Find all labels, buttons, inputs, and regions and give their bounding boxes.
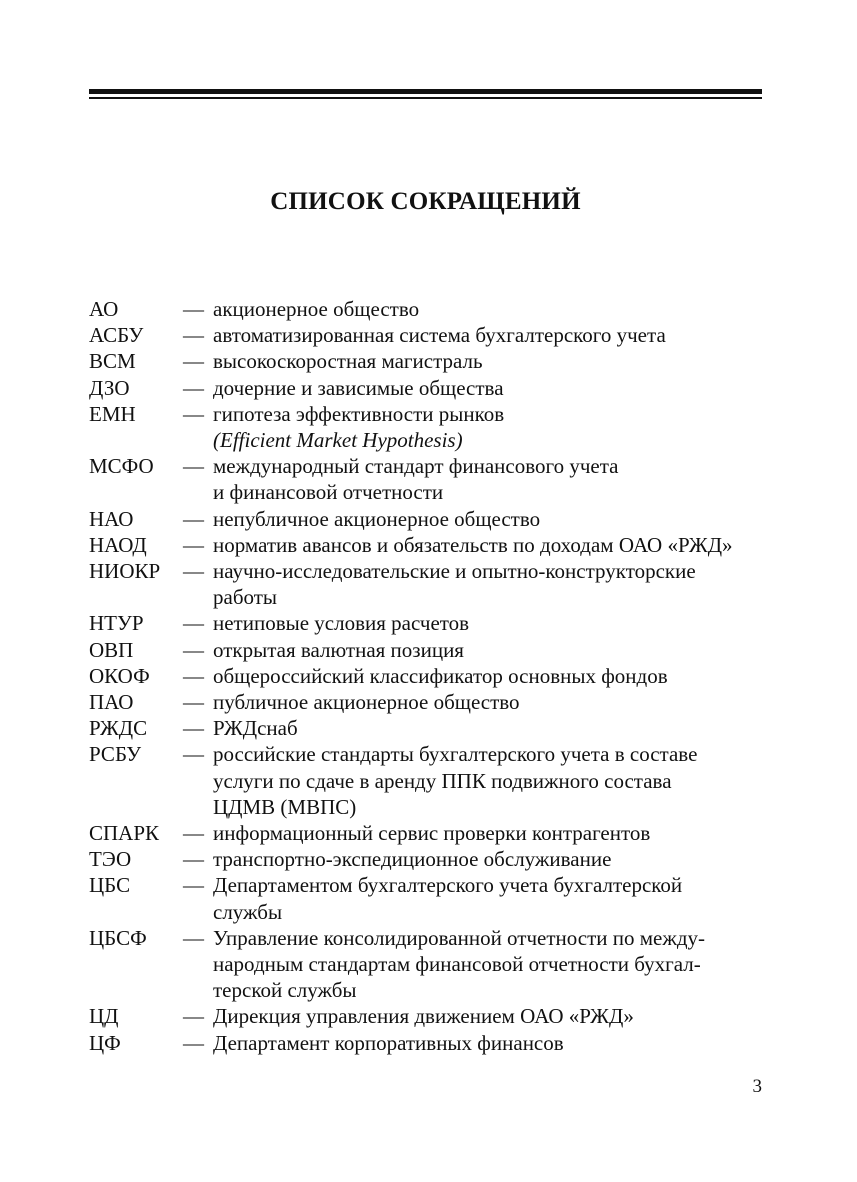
em-dash-separator: —	[183, 873, 204, 898]
abbreviation-definition	[213, 637, 769, 663]
abbreviation-entry	[89, 375, 769, 401]
definition-line: дочерние и зависимые общества	[213, 375, 504, 400]
abbreviation-term: РЖДС	[89, 716, 148, 741]
em-dash-separator: —	[183, 1030, 204, 1055]
em-dash-separator: —	[183, 1004, 204, 1029]
definition-line: акционерное общество	[213, 297, 420, 321]
em-dash-separator: —	[183, 559, 204, 584]
abbreviation-term: НИОКР	[89, 559, 161, 584]
abbreviation-definition	[213, 558, 769, 610]
abbreviation-term: НАОД	[89, 532, 147, 557]
abbreviation-term: ТЭО	[89, 847, 132, 872]
abbreviation-definition	[213, 506, 769, 532]
abbreviation-entry	[89, 610, 769, 636]
abbreviation-entry	[89, 820, 769, 846]
em-dash-separator: —	[183, 663, 204, 688]
abbreviation-definition	[213, 532, 769, 558]
abbreviation-definition	[213, 715, 769, 741]
abbreviation-entry	[89, 453, 769, 505]
em-dash-separator: —	[183, 506, 204, 531]
abbreviation-entry	[89, 741, 769, 820]
definition-line: Дирекция управления движением ОАО «РЖД»	[213, 1004, 634, 1029]
definition-line: РЖДснаб	[213, 716, 298, 741]
abbreviation-term: ЦД	[89, 1004, 119, 1029]
definition-line: службы	[213, 899, 283, 924]
abbreviation-term: РСБУ	[89, 742, 142, 767]
definition-line: услуги по сдаче в аренду ППК подвижного состава	[213, 768, 672, 793]
abbreviation-term: СПАРК	[89, 821, 160, 846]
abbreviation-entry	[89, 1003, 769, 1029]
definition-line: транспортно-экспедиционное обслуживание	[213, 847, 612, 872]
abbreviation-term: НАО	[89, 506, 134, 531]
em-dash-separator: —	[183, 690, 204, 715]
definition-line: Департаментом бухгалтерского учета бухгалтерской	[213, 873, 683, 898]
definition-line: ЦДМВ (МВПС)	[213, 794, 357, 819]
definition-line: международный стандарт финансового учета	[213, 454, 619, 479]
em-dash-separator: —	[183, 821, 204, 846]
definition-line: нетиповые условия расчетов	[213, 611, 470, 636]
abbreviation-entry	[89, 532, 769, 558]
abbreviation-definition	[213, 741, 769, 820]
definition-line: работы	[213, 585, 278, 610]
definition-english-line: (Efficient Market Hypothesis)	[213, 428, 463, 453]
definition-line: норматив авансов и обязательств по доходам ОАО «РЖД»	[213, 532, 733, 557]
em-dash-separator: —	[183, 611, 204, 636]
em-dash-separator: —	[183, 742, 204, 767]
abbreviation-term: ОКОФ	[89, 663, 150, 688]
definition-line: народным стандартам финансовой отчетности бухгал-	[213, 952, 701, 977]
abbreviation-definition	[213, 846, 769, 872]
definition-line: и финансовой отчетности	[213, 480, 444, 505]
abbreviation-entry	[89, 715, 769, 741]
definition-line: гипотеза эффективности рынков	[213, 401, 505, 426]
abbreviation-definition	[213, 689, 769, 715]
abbreviation-definition	[213, 375, 769, 401]
definition-line: высокоскоростная магистраль	[213, 349, 483, 374]
abbreviation-entry	[89, 348, 769, 374]
header-rule-thick	[89, 89, 762, 94]
definition-line: автоматизированная система бухгалтерского учета	[213, 323, 666, 348]
abbreviation-term: МСФО	[89, 454, 154, 479]
em-dash-separator: —	[183, 297, 204, 321]
definition-line: открытая валютная позиция	[213, 637, 464, 662]
em-dash-separator: —	[183, 454, 204, 479]
abbreviation-definition	[213, 401, 769, 453]
abbreviation-term: АО	[89, 297, 119, 321]
definition-line: информационный сервис проверки контрагентов	[213, 821, 651, 846]
definition-line: Управление консолидированной отчетности по между-	[213, 925, 706, 950]
abbreviation-definition	[213, 348, 769, 374]
abbreviation-definition	[213, 1003, 769, 1029]
abbreviation-term: ЦБС	[89, 873, 131, 898]
abbreviation-entry	[89, 872, 769, 924]
header-rule-thin	[89, 97, 762, 99]
abbreviation-definition	[213, 1030, 769, 1056]
em-dash-separator: —	[183, 532, 204, 557]
abbreviation-entry	[89, 846, 769, 872]
abbreviation-definition	[213, 820, 769, 846]
abbreviation-definition	[213, 925, 769, 1004]
em-dash-separator: —	[183, 716, 204, 741]
abbreviation-term: ПАО	[89, 690, 134, 715]
em-dash-separator: —	[183, 323, 204, 348]
abbreviation-entry	[89, 925, 769, 1004]
definition-line: научно-исследовательские и опытно-конструкторские	[213, 559, 696, 584]
abbreviation-definition	[213, 296, 769, 322]
em-dash-separator: —	[183, 375, 204, 400]
abbreviation-term: ДЗО	[89, 375, 130, 400]
page-number: 3	[752, 1076, 762, 1097]
abbreviation-definition	[213, 610, 769, 636]
abbreviation-term: ЦБСФ	[89, 925, 147, 950]
abbreviation-term: ЦФ	[89, 1030, 121, 1055]
abbreviation-entry	[89, 322, 769, 348]
abbreviation-definition	[213, 663, 769, 689]
abbreviation-term: НТУР	[89, 611, 144, 636]
abbreviation-definition	[213, 872, 769, 924]
em-dash-separator: —	[183, 349, 204, 374]
definition-line: терской службы	[213, 978, 357, 1003]
em-dash-separator: —	[183, 401, 204, 426]
definition-line: российские стандарты бухгалтерского учета в составе	[213, 742, 698, 767]
abbreviation-term: АСБУ	[89, 323, 144, 348]
page-title: СПИСОК СОКРАЩЕНИЙ	[270, 188, 581, 215]
definition-line: непубличное акционерное общество	[213, 506, 541, 531]
abbreviation-term: ЕМН	[89, 401, 136, 426]
abbreviation-entry	[89, 558, 769, 610]
abbreviation-term: ВСМ	[89, 349, 136, 374]
em-dash-separator: —	[183, 637, 204, 662]
definition-line: общероссийский классификатор основных фондов	[213, 663, 668, 688]
abbreviation-entry	[89, 663, 769, 689]
abbreviation-entry	[89, 637, 769, 663]
abbreviation-definition	[213, 322, 769, 348]
abbreviation-entry	[89, 689, 769, 715]
abbreviation-entry	[89, 506, 769, 532]
abbreviation-entry	[89, 1030, 769, 1056]
em-dash-separator: —	[183, 925, 204, 950]
abbreviation-definition	[213, 453, 769, 505]
definition-line: Департамент корпоративных финансов	[213, 1030, 564, 1055]
definition-line: публичное акционерное общество	[213, 690, 520, 715]
em-dash-separator: —	[183, 847, 204, 872]
abbreviation-entry	[89, 401, 769, 453]
abbreviation-term: ОВП	[89, 637, 134, 662]
abbreviation-list	[89, 296, 769, 1056]
abbreviation-entry	[89, 296, 769, 322]
